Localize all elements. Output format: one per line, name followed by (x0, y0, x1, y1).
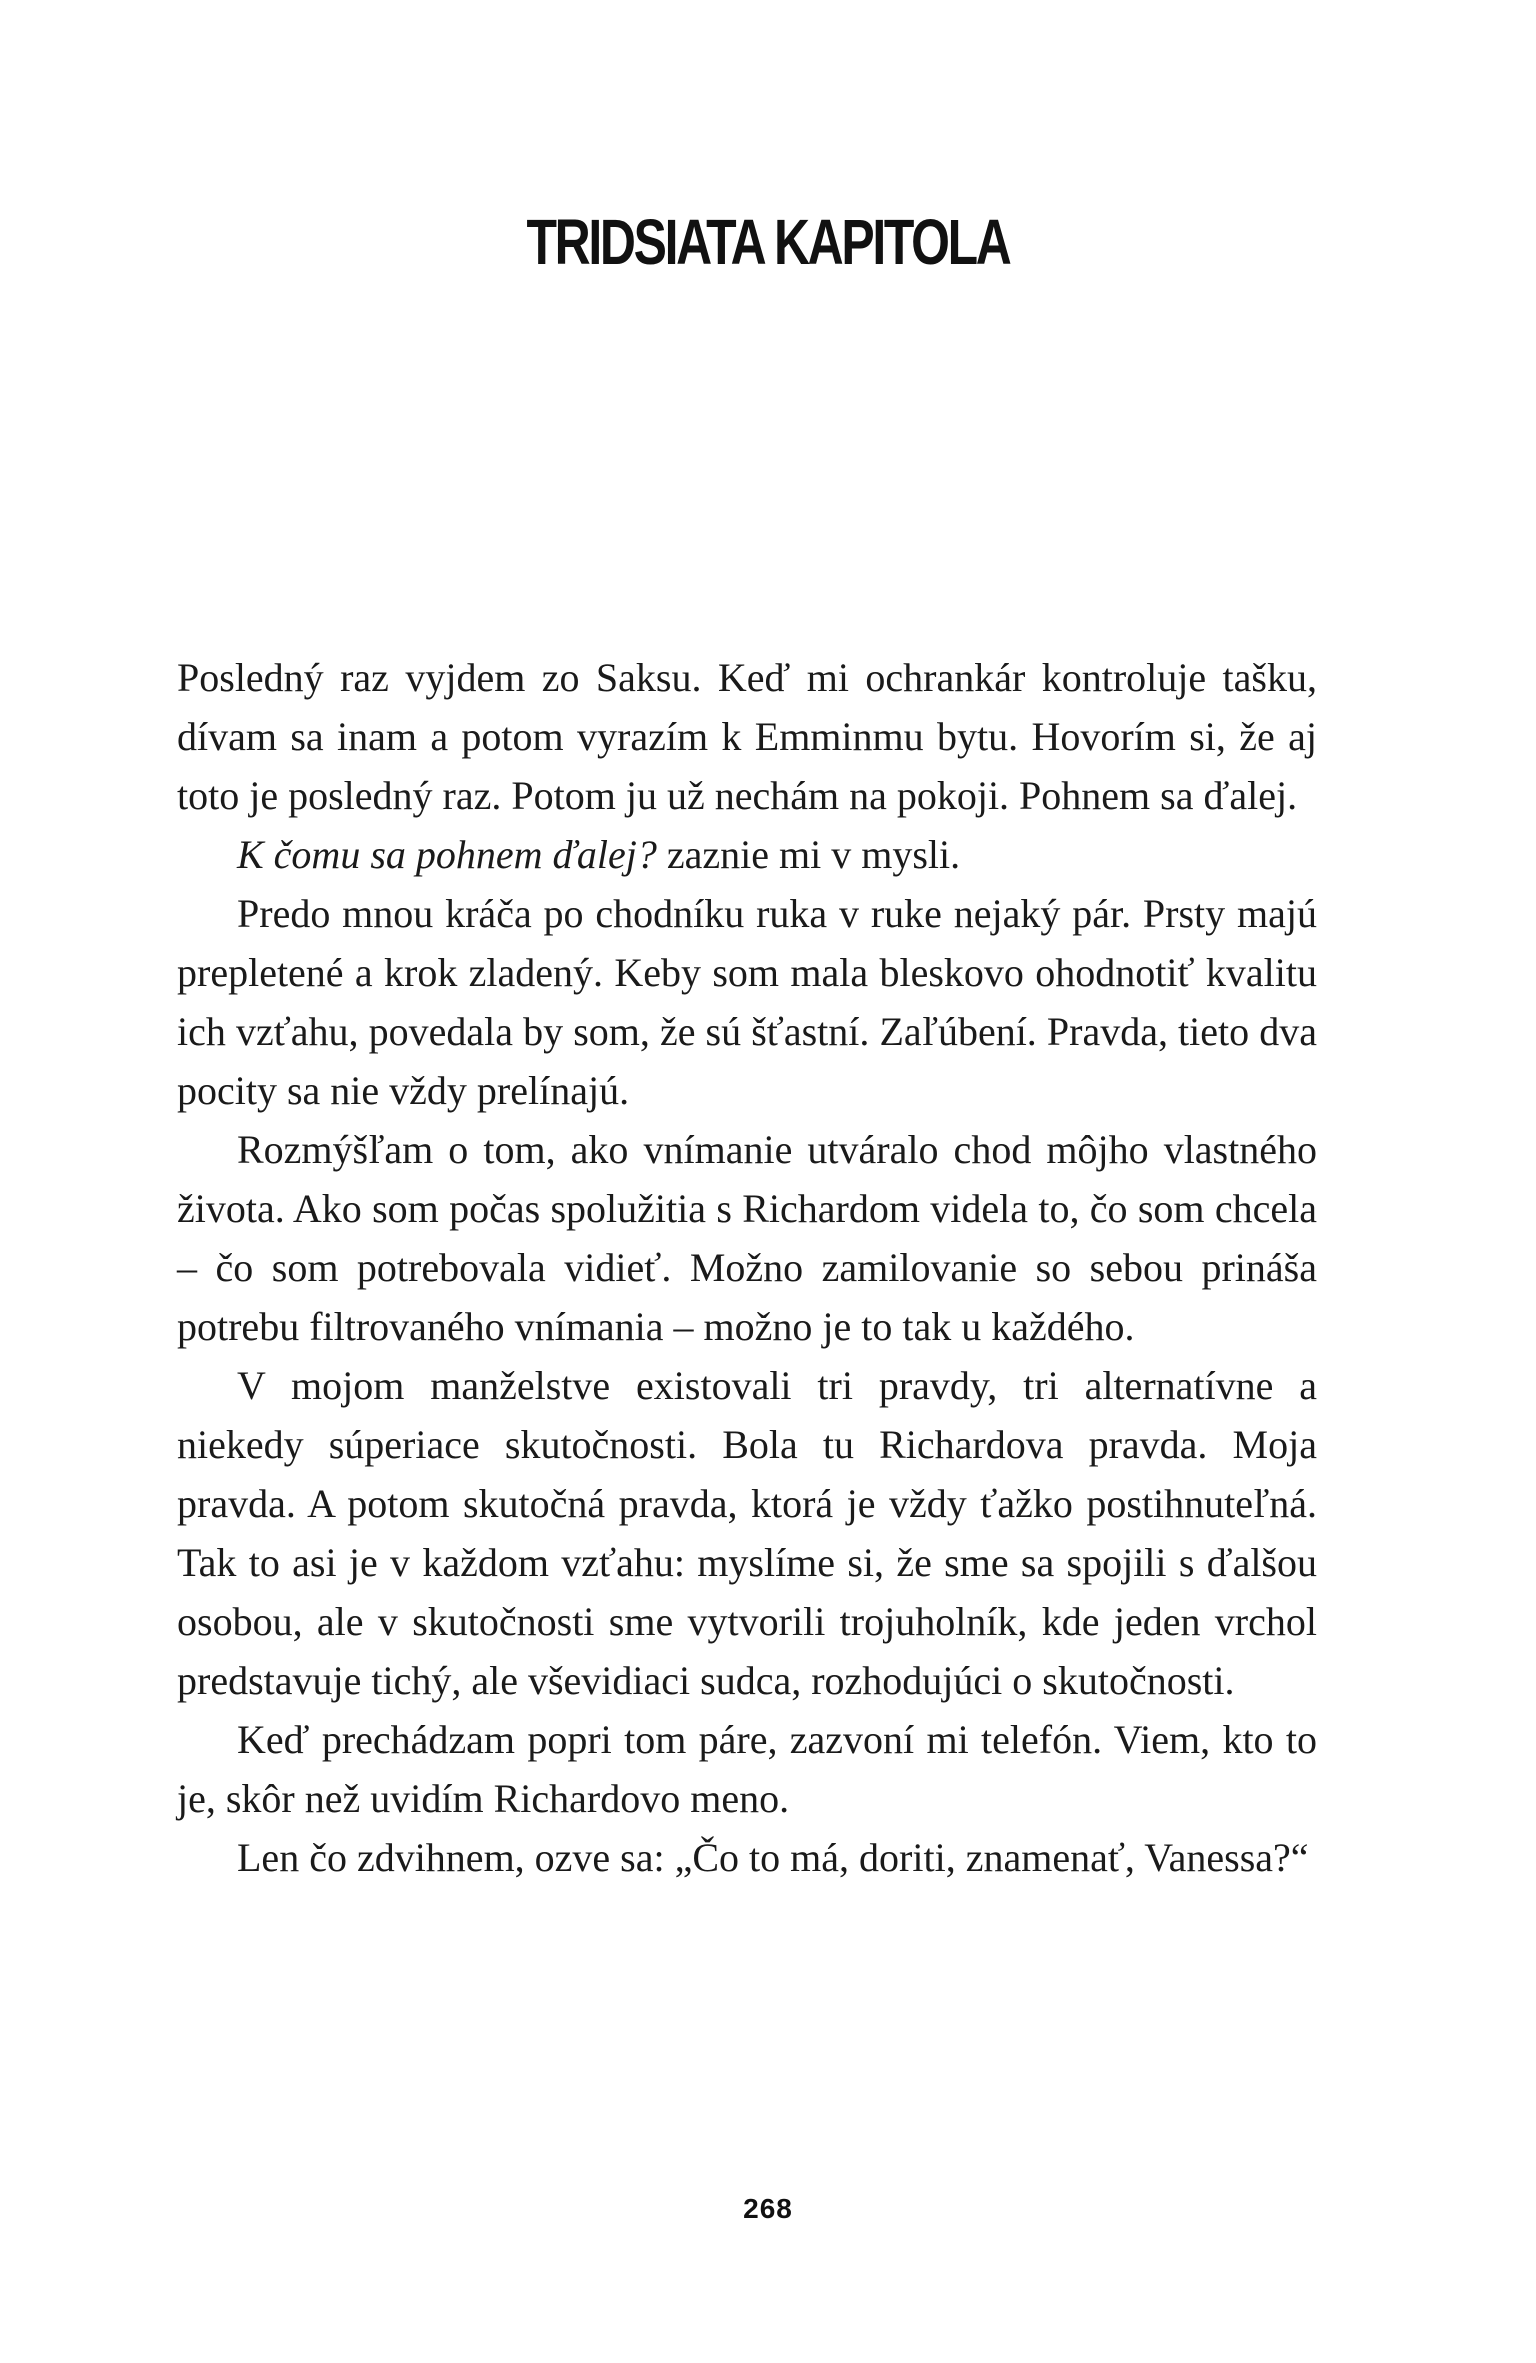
paragraph-2 (177, 825, 1317, 884)
paragraph-4: Rozmýšľam o tom, ako vnímanie utváralo chod môjho vlastného života. Ako som počas spolužitia s Richardom videla to, čo som chcela – čo som potrebovala vidieť. Možno zamilovanie so sebou prináša potrebu filtrovaného vnímania – možno je to tak u každého. (177, 1127, 1317, 1349)
paragraph-7: Len čo zdvihnem, ozve sa: „Čo to má, doriti, znamenať, Vanessa?“ (237, 1835, 1309, 1880)
paragraph-3: Predo mnou kráča po chodníku ruka v ruke nejaký pár. Prsty majú prepletené a krok zladený. Keby som mala bleskovo ohodnotiť kvalitu ich vzťahu, povedala by som, že sú šťastní. Zaľúbení. Pravda, tieto dva pocity sa nie vždy prelínajú. (177, 891, 1317, 1113)
chapter-title: TRIDSIATA KAPITOLA (526, 206, 1010, 278)
paragraph-1: Posledný raz vyjdem zo Saksu. Keď mi ochrankár kontroluje tašku, dívam sa inam a potom vyrazím k Emminmu bytu. Hovorím si, že aj toto je posledný raz. Potom ju už nechám na pokoji. Pohnem sa ďalej. (177, 655, 1317, 818)
paragraph-2-rest: zaznie mi v mysli. (656, 832, 961, 877)
paragraph-5: V mojom manželstve existovali tri pravdy, tri alternatívne a niekedy súperiace skutočnosti. Bola tu Richardova pravda. Moja pravda. A potom skutočná pravda, ktorá je vždy ťažko postihnuteľná. Tak to asi je v každom vzťahu: myslíme si, že sme sa spojili s ďalšou osobou, ale v skutočnosti sme vytvorili trojuholník, kde jeden vrchol predstavuje tichý, ale vševidiaci sudca, rozhodujúci o skutočnosti. (177, 1363, 1317, 1703)
paragraph-6: Keď prechádzam popri tom páre, zazvoní mi telefón. Viem, kto to je, skôr než uvidím Richardovo meno. (177, 1717, 1317, 1821)
chapter-body (177, 648, 1317, 1887)
inner-thought: K čomu sa pohnem ďalej? (237, 832, 657, 877)
page-number: 268 (743, 2193, 793, 2224)
